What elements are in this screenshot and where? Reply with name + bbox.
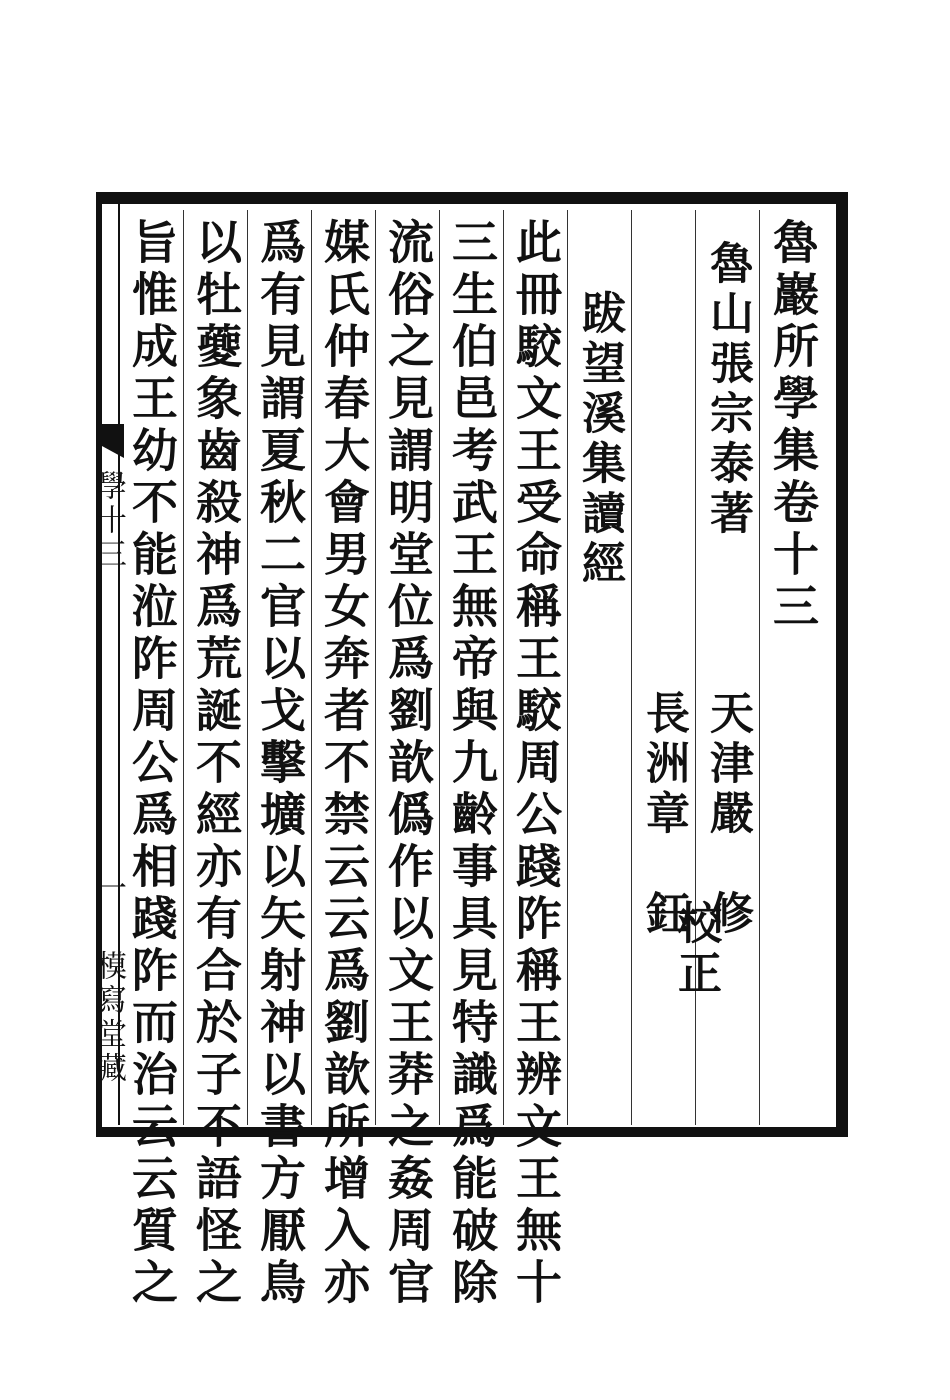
essay-title: 跋望溪集讀經 xyxy=(574,290,625,590)
body-column-4: 媒氏仲春大會男女奔者不禁云云爲劉歆所增入亦 xyxy=(317,218,371,1310)
editor-line-2: 長洲章 鈺 xyxy=(638,690,689,940)
column-rule xyxy=(503,210,504,1125)
column-rule xyxy=(375,210,376,1125)
column-rule xyxy=(311,210,312,1125)
body-column-6: 以牡䕫象齒殺神爲荒誕不經亦有合於子不語怪之 xyxy=(189,218,243,1310)
author-line: 魯山張宗泰著 xyxy=(702,240,753,540)
body-column-7: 旨惟成王幼不能涖阼周公爲相踐阼而治云云質之 xyxy=(125,218,179,1310)
body-column-5: 爲有見謂夏秋二官以戈擊壙以矢射神以書方厭鳥 xyxy=(253,218,307,1310)
margin-label: 學十三 xyxy=(91,470,126,572)
editor-line-1: 天津嚴 修 xyxy=(702,690,753,940)
body-column-3: 流俗之見謂明堂位爲劉歆僞作以文王莽之姦周官 xyxy=(381,218,435,1310)
column-rule xyxy=(183,210,184,1125)
editor-roles: 校正 xyxy=(670,900,721,1000)
column-rule xyxy=(759,210,760,1125)
volume-title: 魯巖所學集卷十三 xyxy=(766,218,820,634)
column-rule xyxy=(439,210,440,1125)
body-column-2: 三生伯邑考武王無帝與九齡事具見特識爲能破除 xyxy=(445,218,499,1310)
column-rule xyxy=(247,210,248,1125)
publisher-mark: 模寫堂藏 xyxy=(91,950,126,1086)
column-rule xyxy=(567,210,568,1125)
folio-number: 一 xyxy=(91,872,126,906)
body-column-1: 此冊駮文王受命稱王駮周公踐阼稱王辨文王無十 xyxy=(509,218,563,1310)
column-rule xyxy=(631,210,632,1125)
